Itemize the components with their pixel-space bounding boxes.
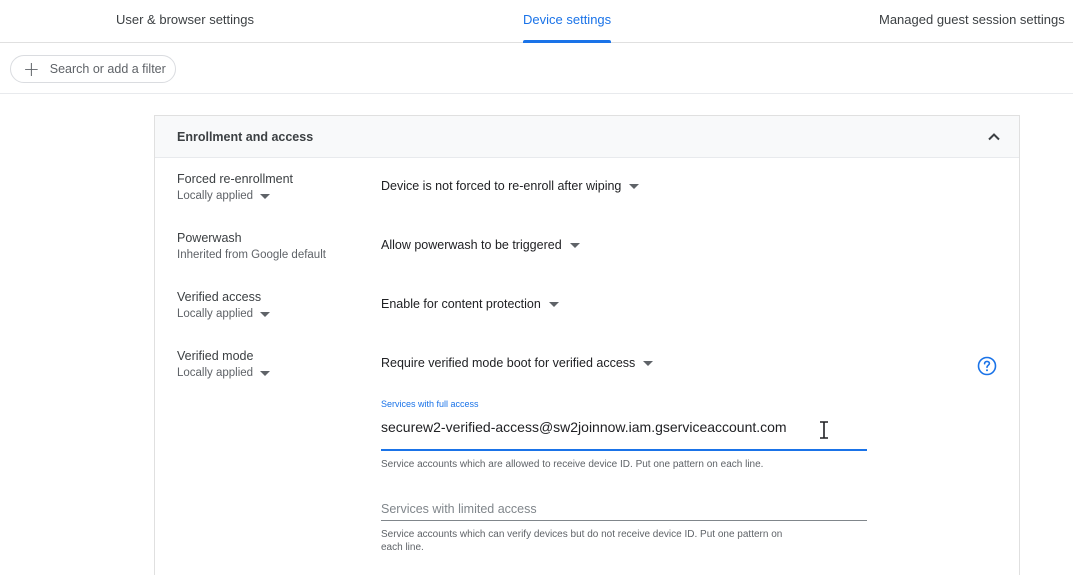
tab-label: Managed guest session settings [879, 12, 1065, 27]
full-access-label: Services with full access [381, 399, 479, 409]
panel-header[interactable] [155, 116, 1019, 158]
full-access-underline [381, 449, 867, 451]
setting-source-dropdown[interactable] [177, 367, 270, 379]
tab-device-settings[interactable] [523, 0, 611, 43]
setting-value: Device is not forced to re-enroll after wiping [381, 179, 622, 193]
caret-down-icon [629, 184, 639, 189]
setting-name: Forced re-enrollment [177, 172, 294, 186]
setting-name: Powerwash [177, 231, 242, 245]
setting-source-text: Inherited from Google default [177, 249, 326, 261]
tab-label: User & browser settings [116, 12, 254, 27]
tab-label: Device settings [523, 12, 612, 27]
search-filter-placeholder: Search or add a filter [49, 62, 166, 76]
setting-source [177, 249, 326, 261]
setting-value: Allow powerwash to be triggered [381, 238, 562, 252]
limited-access-helper-line2: each line. [381, 542, 424, 553]
caret-down-icon [260, 194, 270, 199]
setting-value: Require verified mode boot for verified access [381, 356, 636, 370]
limited-access-helper-line1: Service accounts which can verify devices but do not receive device ID. Put one pattern on [381, 529, 783, 540]
setting-value-dropdown[interactable] [381, 297, 559, 311]
setting-name: Verified access [177, 290, 262, 304]
limited-access-underline [381, 520, 867, 521]
caret-down-icon [260, 312, 270, 317]
search-filter-input[interactable] [10, 55, 176, 83]
plus-icon: + [23, 57, 40, 81]
filter-bar [0, 43, 1073, 94]
setting-row-forced-reenrollment [155, 172, 1021, 222]
setting-name: Verified mode [177, 349, 254, 363]
caret-down-icon [260, 371, 270, 376]
setting-source: Locally applied [177, 367, 254, 379]
chevron-up-icon[interactable] [987, 130, 1001, 144]
setting-source: Locally applied [177, 308, 254, 320]
limited-access-input[interactable]: Services with limited access [381, 502, 537, 516]
enrollment-access-panel [154, 115, 1020, 575]
caret-down-icon [549, 302, 559, 307]
setting-source-dropdown[interactable] [177, 190, 270, 202]
setting-row-verified-access [155, 290, 1021, 340]
text-cursor-icon [818, 421, 830, 439]
full-access-input[interactable]: securew2-verified-access@sw2joinnow.iam.gserviceaccount.com [381, 419, 787, 435]
tab-managed-guest-session-settings[interactable] [879, 0, 1065, 43]
setting-source: Locally applied [177, 190, 254, 202]
setting-value-dropdown[interactable] [381, 356, 653, 370]
setting-value-dropdown[interactable] [381, 179, 639, 193]
help-circle-icon[interactable] [977, 356, 997, 376]
setting-row-verified-mode [155, 349, 1021, 399]
section-title: Enrollment and access [177, 130, 314, 144]
caret-down-icon [570, 243, 580, 248]
setting-value-dropdown[interactable] [381, 238, 580, 252]
caret-down-icon [643, 361, 653, 366]
setting-source-dropdown[interactable] [177, 308, 270, 320]
full-access-helper: Service accounts which are allowed to receive device ID. Put one pattern on each line. [381, 459, 764, 470]
setting-row-powerwash [155, 231, 1021, 281]
tab-user-browser-settings[interactable] [116, 0, 254, 43]
settings-tabs [0, 0, 1073, 43]
setting-value: Enable for content protection [381, 297, 541, 311]
